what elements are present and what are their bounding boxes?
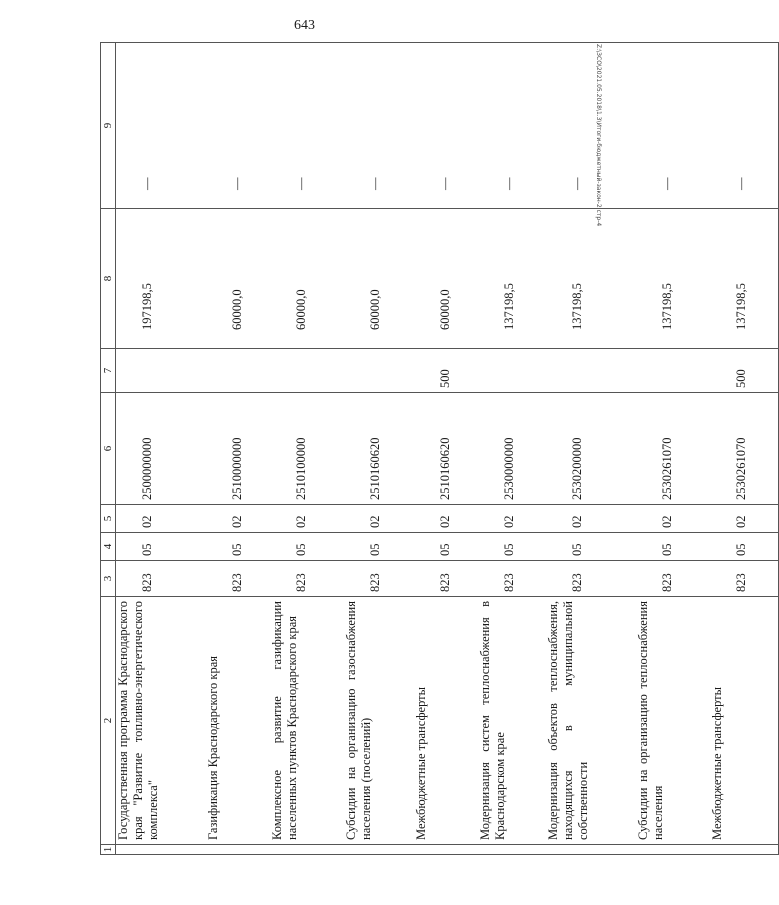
row-section: 05 <box>344 533 414 561</box>
row-target-article: 2530000000 <box>478 393 546 505</box>
row-col9: — <box>116 43 207 209</box>
table-row <box>344 43 414 855</box>
row-amount: 137198,5 <box>636 209 710 349</box>
table-row <box>478 43 546 855</box>
table-row <box>206 43 270 855</box>
header-col-5: 5 <box>101 505 116 533</box>
header-col-7: 7 <box>101 349 116 393</box>
row-ministry-code: 823 <box>636 561 710 597</box>
row-expense-type <box>636 349 710 393</box>
table-row <box>546 43 636 855</box>
row-ministry-code: 823 <box>414 561 478 597</box>
row-amount: 137198,5 <box>546 209 636 349</box>
row-col9: — <box>206 43 270 209</box>
row-expense-type <box>206 349 270 393</box>
row-ministry-code: 823 <box>270 561 344 597</box>
row-target-article: 2510160620 <box>414 393 478 505</box>
row-ministry-code: 823 <box>710 561 779 597</box>
row-name: Межбюджетные трансферты <box>710 597 779 845</box>
row-name: Субсидии на организацию теплоснабжения населения <box>636 597 710 845</box>
row-ministry-code: 823 <box>116 561 207 597</box>
row-section: 05 <box>710 533 779 561</box>
header-col-8: 8 <box>101 209 116 349</box>
row-subsection: 02 <box>344 505 414 533</box>
row-expense-type <box>116 349 207 393</box>
row-subsection: 02 <box>116 505 207 533</box>
row-subsection: 02 <box>270 505 344 533</box>
row-section: 05 <box>414 533 478 561</box>
header-col-4: 4 <box>101 533 116 561</box>
row-name: Модернизация систем теплоснабжения в Краснодарском крае <box>478 597 546 845</box>
row-expense-type <box>478 349 546 393</box>
row-name: Государственная программа Краснодарского края "Развитие топливно-энергетического комплекса" <box>116 597 207 845</box>
row-section: 05 <box>546 533 636 561</box>
row-target-article: 2510000000 <box>206 393 270 505</box>
table-row <box>636 43 710 855</box>
row-subsection: 02 <box>206 505 270 533</box>
row-amount: 60000,0 <box>270 209 344 349</box>
table-row <box>710 43 779 855</box>
budget-table <box>100 42 779 855</box>
row-amount: 137198,5 <box>710 209 779 349</box>
row-ministry-code: 823 <box>206 561 270 597</box>
file-path-note: Z:\ЗСО\2021.05.2018\1.3\Итоги-бюджетный-закон-2 стр-4 <box>595 44 602 227</box>
row-ministry-code: 823 <box>478 561 546 597</box>
row-expense-type <box>270 349 344 393</box>
row-ministry-code: 823 <box>546 561 636 597</box>
row-col9: — <box>344 43 414 209</box>
row-amount: 60000,0 <box>414 209 478 349</box>
header-col-2: 2 <box>101 597 116 845</box>
row-ministry-code: 823 <box>344 561 414 597</box>
row-subsection: 02 <box>414 505 478 533</box>
row-expense-type <box>546 349 636 393</box>
page-number: 643 <box>294 18 315 33</box>
row-expense-type: 500 <box>710 349 779 393</box>
row-name: Субсидии на организацию газоснабжения населения (поселений) <box>344 597 414 845</box>
row-col9: — <box>414 43 478 209</box>
row-section: 05 <box>636 533 710 561</box>
header-col-9: 9 <box>101 43 116 209</box>
row-col9: — <box>546 43 636 209</box>
row-section: 05 <box>270 533 344 561</box>
row-target-article: 2530261070 <box>710 393 779 505</box>
row-col9: — <box>710 43 779 209</box>
row-subsection: 02 <box>546 505 636 533</box>
row-expense-type <box>344 349 414 393</box>
row-subsection: 02 <box>710 505 779 533</box>
row-amount: 197198,5 <box>116 209 207 349</box>
table-row <box>116 43 207 855</box>
row-subsection: 02 <box>478 505 546 533</box>
row-amount: 60000,0 <box>344 209 414 349</box>
row-col9: — <box>478 43 546 209</box>
row-target-article: 2510160620 <box>344 393 414 505</box>
row-target-article: 2530261070 <box>636 393 710 505</box>
header-col-3: 3 <box>101 561 116 597</box>
header-col-6: 6 <box>101 393 116 505</box>
row-col9: — <box>270 43 344 209</box>
row-section: 05 <box>116 533 207 561</box>
row-subsection: 02 <box>636 505 710 533</box>
row-target-article: 2500000000 <box>116 393 207 505</box>
header-row <box>101 43 116 855</box>
row-col9: — <box>636 43 710 209</box>
row-section: 05 <box>206 533 270 561</box>
row-name: Межбюджетные трансферты <box>414 597 478 845</box>
row-amount: 137198,5 <box>478 209 546 349</box>
table-row <box>414 43 478 855</box>
row-amount: 60000,0 <box>206 209 270 349</box>
row-target-article: 2530200000 <box>546 393 636 505</box>
row-name: Модернизация объектов теплоснабжения, находящихся в муниципальной собственности <box>546 597 636 845</box>
row-expense-type: 500 <box>414 349 478 393</box>
header-col-1: 1 <box>101 845 116 855</box>
row-target-article: 2510100000 <box>270 393 344 505</box>
table-row <box>270 43 344 855</box>
row-section: 05 <box>478 533 546 561</box>
row-name: Комплексное развитие газификации населенных пунктов Краснодарского края <box>270 597 344 845</box>
row-name: Газификация Краснодарского края <box>206 597 270 845</box>
